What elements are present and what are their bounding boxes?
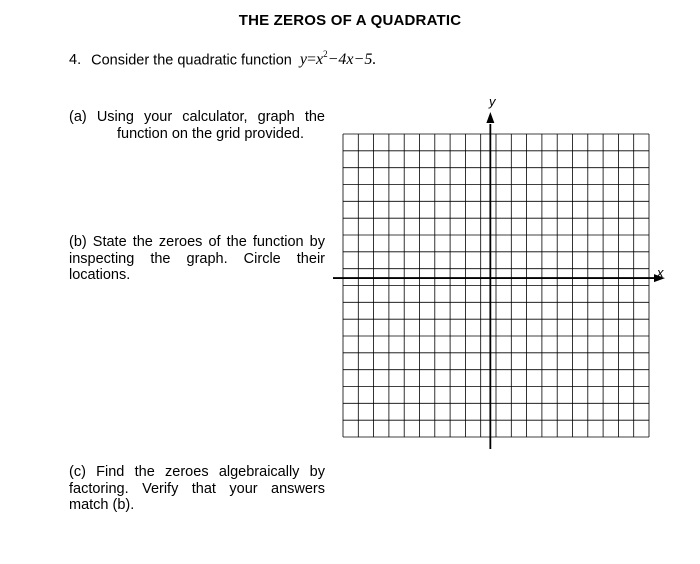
part-c-line-3: match (b). <box>69 497 135 513</box>
equation-rest: −4x−5. <box>327 51 377 69</box>
part-c-line-1: (c) Find the zeroes algebraically by <box>69 464 325 480</box>
equation-exponent: 2 <box>323 49 328 59</box>
problem-number: 4. <box>69 52 82 69</box>
grid-lines <box>343 134 649 437</box>
axes <box>333 112 665 449</box>
part-c-line-2: factoring. Verify that your answers <box>69 480 325 497</box>
x-axis-label: x <box>657 265 664 280</box>
part-a-line-1: (a) Using your calculator, graph the <box>69 109 325 125</box>
equation-equals: = <box>306 51 317 69</box>
y-axis-label: y <box>489 94 496 109</box>
part-b-line-1: (b) State the zeroes of the function by <box>69 234 325 250</box>
part-b-line-2: inspecting the graph. Circle their <box>69 250 325 267</box>
y-axis-arrow-icon <box>486 112 494 123</box>
equation-lhs: y <box>299 51 307 69</box>
page-title: THE ZEROS OF A QUADRATIC <box>238 12 462 29</box>
equation-x: x <box>316 51 324 69</box>
problem-intro: Consider the quadratic function <box>91 52 292 69</box>
part-a-line-2: function on the grid provided. <box>117 125 305 142</box>
part-b-line-3: locations. <box>69 267 131 283</box>
